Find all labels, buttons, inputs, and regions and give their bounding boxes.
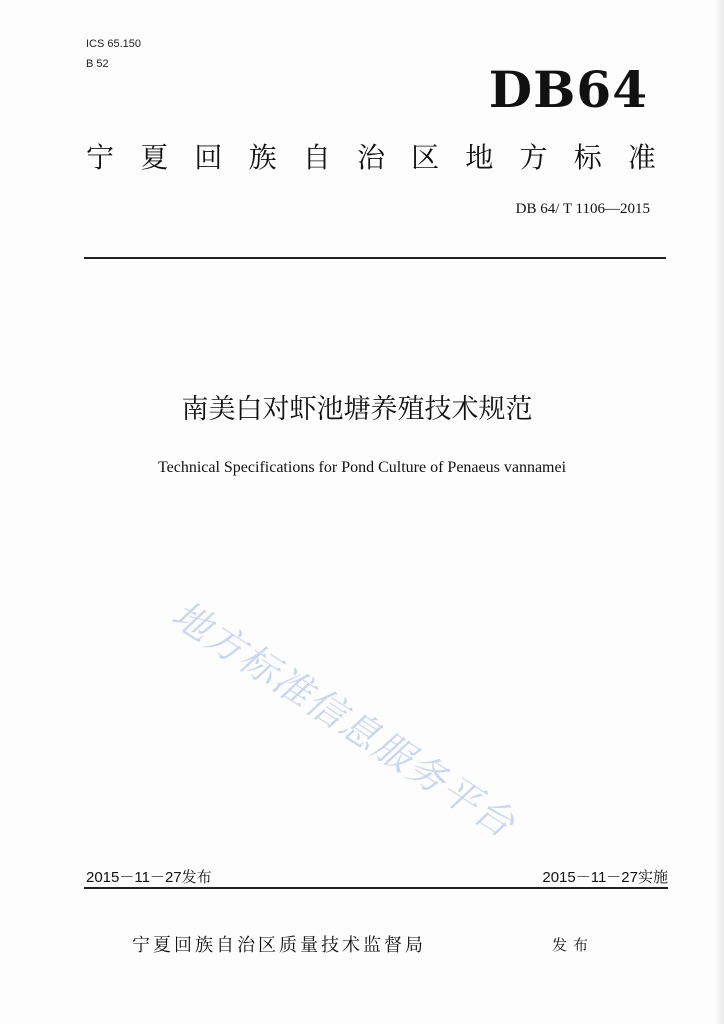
standard-type-char: 族 bbox=[248, 141, 277, 174]
document-title-chinese: 南美白对虾池塘养殖技术规范 bbox=[181, 394, 533, 425]
implementation-date: 2015－11－27实施 bbox=[542, 869, 668, 886]
standard-type-char: 准 bbox=[627, 141, 656, 174]
standard-type-char: 夏 bbox=[140, 141, 169, 174]
issuing-authority: 宁夏回族自治区质量技术监督局 bbox=[132, 935, 426, 956]
header-divider bbox=[84, 257, 666, 259]
standard-number: DB 64/ T 1106—2015 bbox=[515, 201, 650, 217]
standard-type-char: 宁 bbox=[86, 141, 115, 174]
issue-date: 2015－11－27发布 bbox=[86, 869, 212, 886]
standard-type-char: 区 bbox=[411, 141, 440, 174]
scan-edge-shadow bbox=[714, 0, 724, 1024]
standard-type-char: 自 bbox=[302, 141, 331, 174]
standard-type-char: 地 bbox=[465, 141, 494, 174]
watermark: 地方标准信息服务平台 bbox=[164, 592, 524, 847]
document-title-english: Technical Specifications for Pond Culture of Penaeus vannamei bbox=[157, 459, 567, 476]
standard-logo: DB64 bbox=[488, 60, 648, 119]
issue-label: 发布 bbox=[552, 936, 595, 954]
standard-type-char: 标 bbox=[573, 141, 602, 174]
ccs-code: B 52 bbox=[86, 58, 109, 70]
standard-type-char: 方 bbox=[519, 141, 548, 174]
footer-divider bbox=[84, 887, 668, 889]
ics-code: ICS 65.150 bbox=[86, 38, 142, 50]
standard-type-char: 治 bbox=[356, 141, 385, 174]
standard-type-char: 回 bbox=[194, 141, 223, 174]
standard-type-title bbox=[86, 140, 656, 176]
